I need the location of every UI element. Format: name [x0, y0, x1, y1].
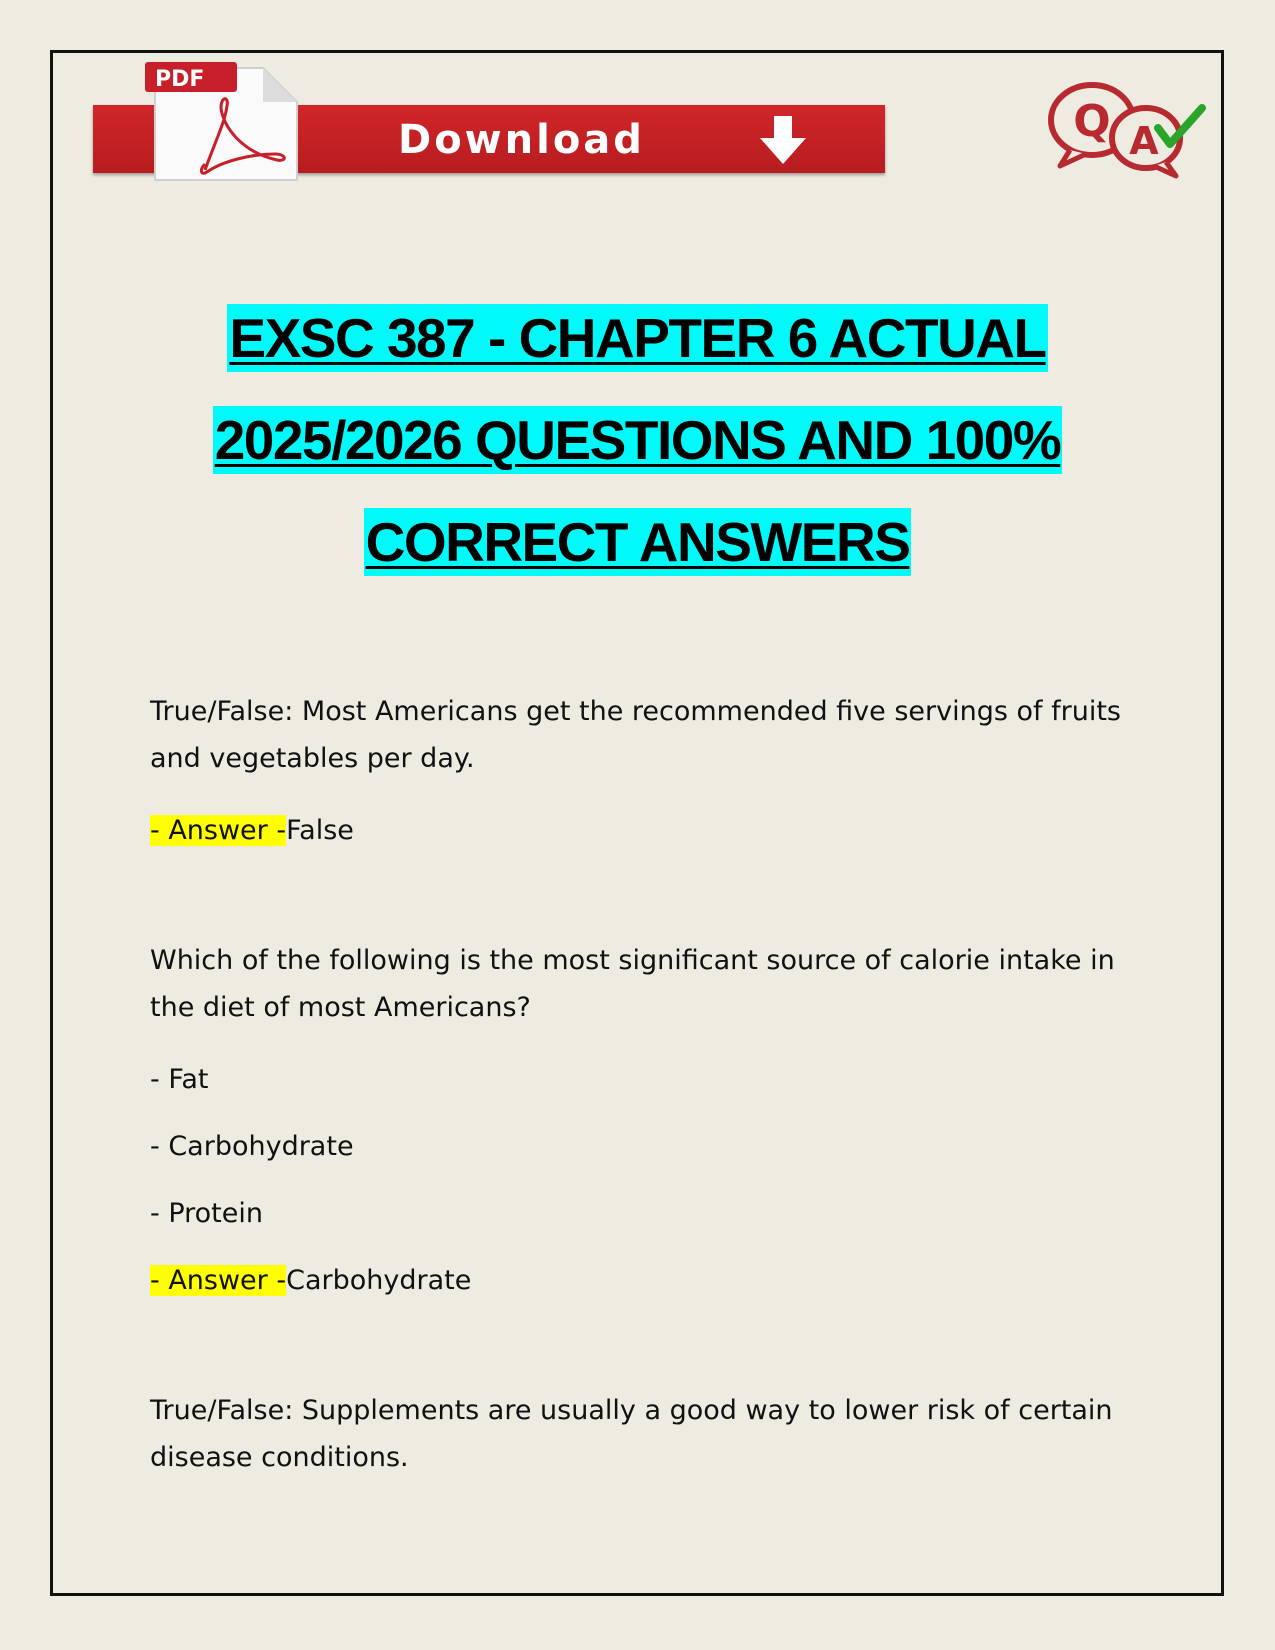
title-line-1: EXSC 387 - CHAPTER 6 ACTUAL	[227, 304, 1047, 372]
qa-logo-a: A	[1129, 119, 1159, 163]
question-list	[150, 688, 1140, 1481]
pdf-download-banner[interactable]	[93, 62, 885, 182]
qa-check-logo	[1040, 80, 1210, 180]
answer-option: - Carbohydrate	[150, 1131, 354, 1162]
answer-option: - Fat	[150, 1064, 209, 1095]
question-text: Which of the following is the most significant source of calorie intake in the diet of most Americans?	[150, 945, 1115, 1023]
answer-value: Carbohydrate	[286, 1265, 472, 1296]
download-arrow-icon[interactable]	[758, 114, 808, 166]
answer-line	[150, 1263, 1140, 1299]
qa-logo-q: Q	[1073, 96, 1111, 147]
question-text: True/False: Supplements are usually a good way to lower risk of certain disease conditions.	[150, 1395, 1113, 1473]
answer-line	[150, 813, 1140, 849]
answer-prefix: - Answer -	[150, 815, 287, 846]
pdf-label: PDF	[155, 67, 205, 92]
title-line-2: 2025/2026 QUESTIONS AND 100%	[213, 406, 1063, 474]
question-block	[150, 1387, 1140, 1481]
question-block	[150, 688, 1140, 849]
question-text: True/False: Most Americans get the recommended five servings of fruits and vegetables per day.	[150, 696, 1121, 774]
title-line-3: CORRECT ANSWERS	[364, 508, 912, 576]
answer-value: False	[286, 815, 354, 846]
question-block	[150, 937, 1140, 1299]
download-label[interactable]: Download	[398, 117, 645, 163]
answer-prefix: - Answer -	[150, 1265, 287, 1296]
adobe-pdf-icon	[145, 62, 305, 182]
answer-option: - Protein	[150, 1198, 263, 1229]
